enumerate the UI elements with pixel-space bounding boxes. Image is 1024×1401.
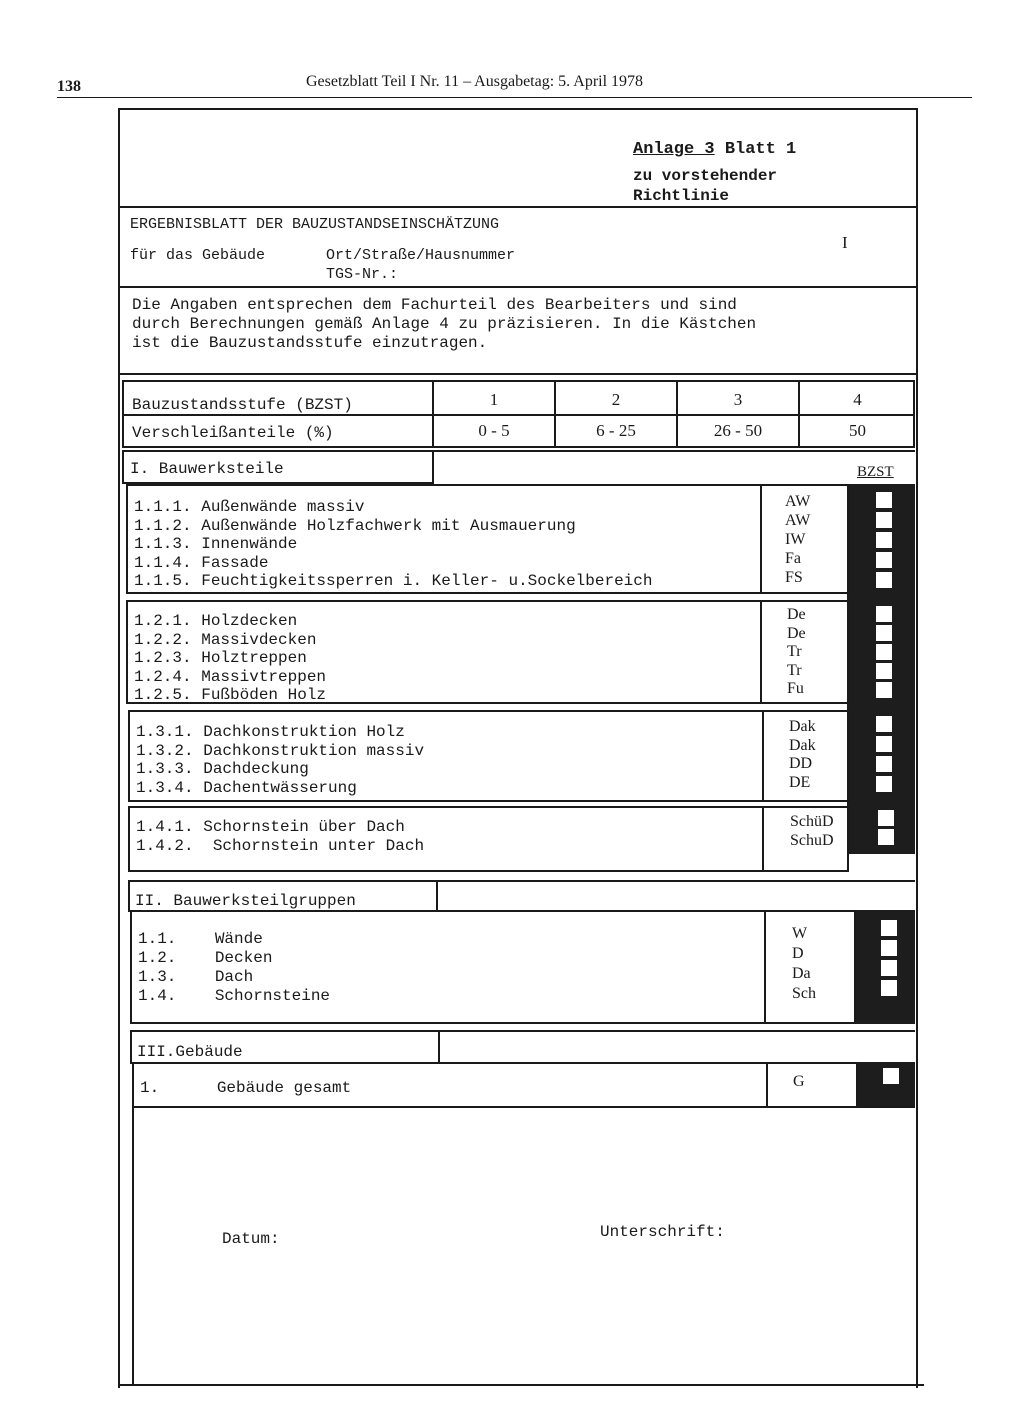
section3-code-box — [766, 1062, 858, 1108]
running-title: Gesetzblatt Teil I Nr. 11 – Ausgabetag: 5. April 1978 — [306, 73, 644, 90]
item-2-4: 1.4. Schornsteine — [138, 987, 331, 1005]
code-1-3-1: Dak — [789, 718, 816, 735]
form-title: ERGEBNISBLATT DER BAUZUSTANDSEINSCHÄTZUNG — [130, 216, 500, 233]
section1-title: I. Bauwerksteile — [130, 460, 284, 478]
checkbox-1-2-3[interactable] — [876, 644, 892, 660]
annex-line3: Richtlinie — [633, 187, 730, 205]
item-1-2-5: 1.2.5. Fußböden Holz — [134, 686, 327, 705]
annex-underlined: Anlage 3 — [633, 140, 715, 159]
item-2-2: 1.2. Decken — [138, 949, 273, 967]
item-1-1-5: 1.1.5. Feuchtigkeitssperren i. Keller- u.Sockelbereich — [134, 572, 653, 591]
item-2-3: 1.3. Dach — [138, 968, 254, 986]
checkbox-1-4-1[interactable] — [878, 810, 894, 826]
code-1-2-4: Tr — [787, 661, 802, 679]
checkbox-1-3-4[interactable] — [876, 776, 892, 792]
item-1-4-1: 1.4.1. Schornstein über Dach — [136, 818, 405, 836]
scale-range-3: 26 - 50 — [713, 421, 763, 440]
checkbox-1-3-3[interactable] — [876, 756, 892, 772]
rule-after-title — [118, 286, 918, 288]
checkbox-1-3-2[interactable] — [876, 736, 892, 752]
bzst-label: BZST — [857, 464, 894, 480]
checkbox-1-1-3[interactable] — [876, 532, 892, 548]
section2-items — [138, 930, 330, 1006]
tgs-label: TGS-Nr.: — [326, 266, 399, 283]
checkbox-2-4[interactable] — [881, 980, 897, 996]
code-2-3: Da — [792, 965, 811, 982]
building-label: für das Gebäude — [130, 247, 266, 264]
group-1-2-items — [134, 612, 326, 705]
checkbox-2-2[interactable] — [881, 940, 897, 956]
address-label: Ort/Straße/Hausnummer — [326, 247, 516, 264]
checkbox-1-2-2[interactable] — [876, 625, 892, 641]
item-1-3-1: 1.3.1. Dachkonstruktion Holz — [136, 723, 405, 741]
section2-codes — [792, 924, 816, 1004]
scale-row1-label: Bauzustandsstufe (BZST) — [132, 396, 353, 414]
roman-numeral: I — [842, 233, 848, 252]
rule-after-annex — [118, 206, 918, 208]
code-1-2-2: De — [787, 624, 806, 642]
code-2-1: W — [792, 925, 808, 942]
checkbox-1-4-2[interactable] — [878, 829, 894, 845]
code-1-1-2: AW — [785, 512, 811, 529]
group-1-4-codes — [790, 812, 834, 850]
checkbox-1-3-1[interactable] — [876, 716, 892, 732]
header-rule — [57, 97, 972, 98]
section3-title: III.Gebäude — [137, 1043, 243, 1061]
instructions-line-2: durch Berechnungen gemäß Anlage 4 zu präzisieren. In die Kästchen — [132, 315, 757, 333]
annex-line1 — [633, 140, 796, 159]
item-1-1-2: 1.1.2. Außenwände Holzfachwerk mit Ausmauerung — [134, 516, 576, 535]
instructions — [132, 296, 756, 353]
checkbox-1-1-5[interactable] — [876, 572, 892, 588]
scale-level-2: 2 — [611, 390, 621, 409]
rule-after-instructions — [118, 373, 918, 375]
signature-label: Unterschrift: — [600, 1223, 725, 1241]
item-1-1-3: 1.1.3. Innenwände — [134, 535, 298, 554]
scale-row2-label: Verschleißanteile (%) — [132, 424, 334, 442]
section2-title: II. Bauwerksteilgruppen — [135, 892, 356, 910]
instructions-line-3: ist die Bauzustandsstufe einzutragen. — [132, 334, 488, 352]
code-1-1-4: Fa — [785, 550, 801, 567]
checkbox-1-2-5[interactable] — [876, 682, 892, 698]
code-1-3-2: Dak — [789, 736, 816, 754]
code-1-3-3: DD — [789, 755, 813, 773]
group-1-3-codes — [789, 718, 816, 792]
group-1-2-codes — [787, 606, 806, 699]
section3-top-rule — [438, 1030, 915, 1032]
checkbox-1-1-2[interactable] — [876, 512, 892, 528]
code-1-1-1: AW — [785, 493, 811, 510]
page-number: 138 — [57, 78, 81, 95]
scale-level-3: 3 — [733, 390, 743, 409]
item-1-1-4: 1.1.4. Fassade — [134, 553, 269, 572]
scale-row-divider — [122, 414, 915, 416]
item-1-4-2: 1.4.2. Schornstein unter Dach — [136, 836, 425, 855]
form-bottom-rule — [118, 1384, 924, 1386]
item-1-2-1: 1.2.1. Holzdecken — [134, 612, 298, 630]
checkbox-1-1-1[interactable] — [876, 492, 892, 508]
code-2-4: Sch — [792, 985, 816, 1002]
checkbox-1-2-4[interactable] — [876, 663, 892, 679]
code-1-4-2: SchuD — [790, 832, 834, 849]
item-1-1-1: 1.1.1. Außenwände massiv — [134, 498, 365, 516]
checkbox-2-1[interactable] — [881, 920, 897, 936]
checkbox-1-1-4[interactable] — [876, 552, 892, 568]
section1-top-rule — [432, 450, 915, 452]
code-1-1-3: IW — [785, 531, 806, 548]
group-1-3-items — [136, 723, 424, 797]
section3-code: G — [793, 1073, 805, 1090]
group-1-1-codes — [785, 492, 810, 587]
date-label: Datum: — [222, 1230, 280, 1248]
annex-line2: zu vorstehender — [633, 167, 778, 185]
code-1-1-5: FS — [785, 569, 803, 586]
item-1-3-4: 1.3.4. Dachentwässerung — [136, 778, 357, 797]
group-1-1-items — [134, 498, 652, 591]
scale-range-4: 50 — [849, 421, 866, 440]
checkbox-1-2-1[interactable] — [876, 606, 892, 622]
scale-level-4: 4 — [853, 390, 862, 409]
code-1-2-5: Fu — [787, 680, 804, 698]
scale-level-1: 1 — [489, 390, 499, 409]
group-1-4-items — [136, 818, 424, 855]
scale-table — [122, 380, 915, 448]
code-2-2: D — [792, 945, 804, 962]
item-1-2-3: 1.2.3. Holztreppen — [134, 649, 307, 668]
checkbox-2-3[interactable] — [881, 960, 897, 976]
item-1-3-3: 1.3.3. Dachdeckung — [136, 760, 309, 779]
code-1-3-4: DE — [789, 773, 811, 791]
checkbox-3-1[interactable] — [883, 1068, 899, 1084]
instructions-line-1: Die Angaben entsprechen dem Fachurteil des Bearbeiters und sind — [132, 296, 737, 314]
code-1-2-1: De — [787, 606, 806, 623]
section3-item: 1. Gebäude gesamt — [140, 1079, 352, 1097]
scale-range-2: 6 - 25 — [596, 421, 636, 440]
item-2-1: 1.1. Wände — [138, 930, 263, 948]
code-1-4-1: SchüD — [790, 813, 834, 830]
scale-range-1: 0 - 5 — [478, 421, 510, 440]
code-1-2-3: Tr — [787, 643, 802, 661]
annex-sheet: Blatt 1 — [714, 140, 797, 159]
item-1-3-2: 1.3.2. Dachkonstruktion massiv — [136, 741, 425, 760]
item-1-2-4: 1.2.4. Massivtreppen — [134, 667, 327, 686]
item-1-2-2: 1.2.2. Massivdecken — [134, 630, 317, 649]
